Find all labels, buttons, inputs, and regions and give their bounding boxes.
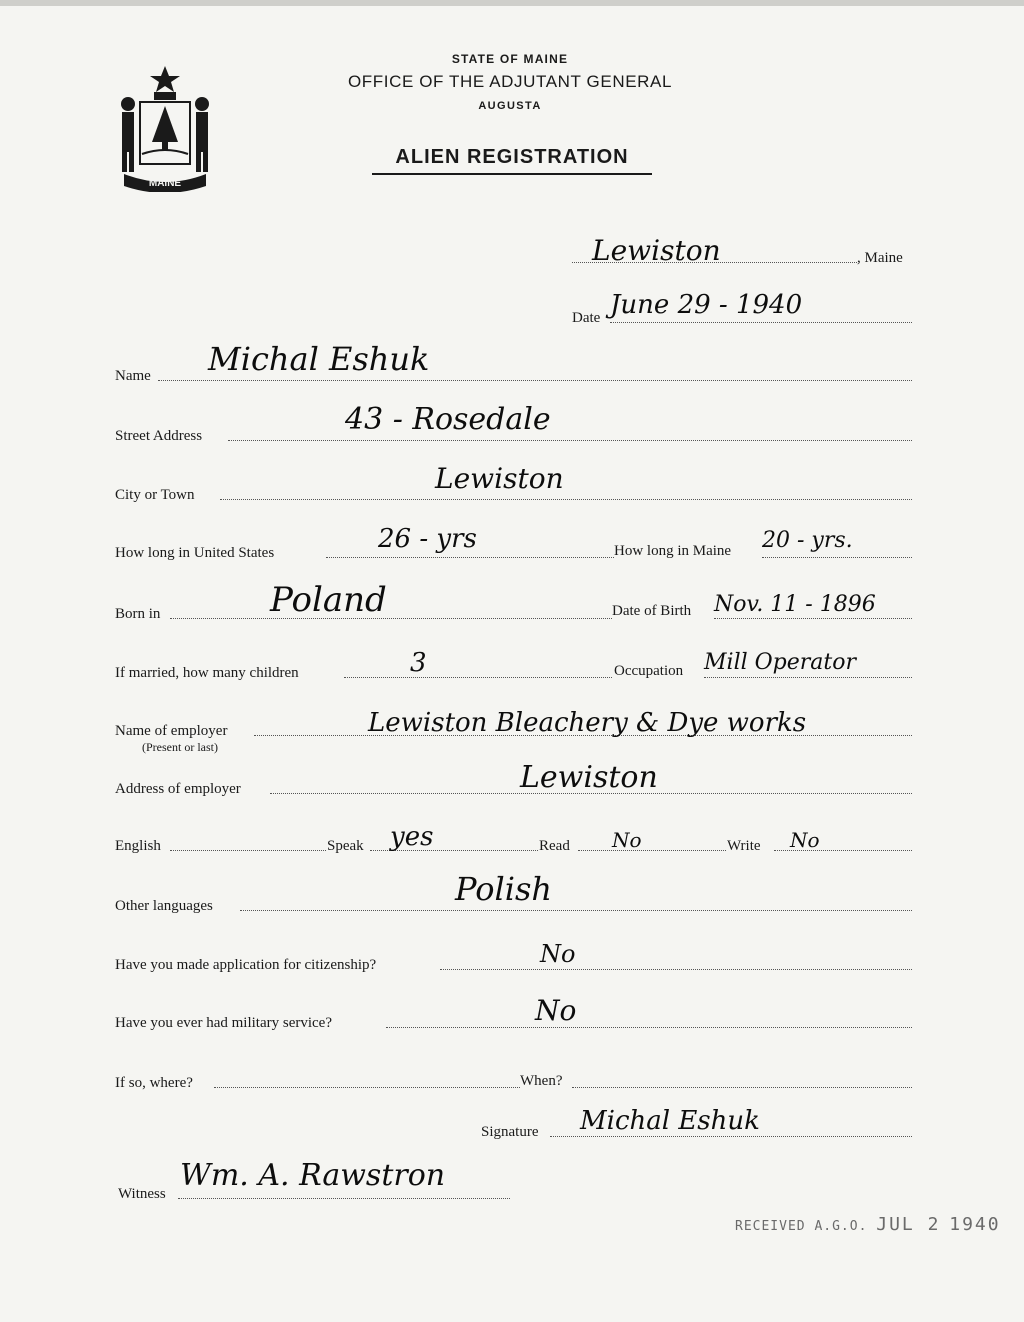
how-long-us-line [326, 557, 614, 558]
employer-address-label: Address of employer [115, 781, 241, 797]
write-value: No [790, 828, 820, 852]
date-label: Date [572, 310, 601, 326]
if-so-where-line [214, 1087, 520, 1088]
header-office: OFFICE OF THE ADJUTANT GENERAL [347, 72, 673, 91]
military-line [386, 1027, 912, 1028]
citizenship-label: Have you made application for citizenship? [115, 957, 377, 973]
date-line [610, 322, 912, 323]
when-line [572, 1087, 912, 1088]
date-of-birth-label: Date of Birth [612, 603, 692, 619]
if-so-where-label: If so, where? [115, 1075, 193, 1091]
born-in-label: Born in [115, 606, 161, 622]
seal-label: MAINE [148, 178, 182, 189]
header-city: AUGUSTA [478, 100, 542, 112]
born-in-line [170, 618, 612, 619]
write-label: Write [727, 838, 761, 854]
name-value: Michal Eshuk [208, 340, 430, 378]
date-of-birth-value: Nov. 11 - 1896 [714, 592, 876, 617]
signature-line [550, 1136, 912, 1137]
employer-address-value: Lewiston [520, 760, 658, 795]
signature-value: Michal Eshuk [580, 1106, 760, 1136]
street-label: Street Address [115, 428, 203, 444]
how-long-maine-label: How long in Maine [614, 543, 732, 559]
name-line [158, 380, 912, 381]
stamp-date: JUL 2 [876, 1214, 941, 1235]
other-languages-value: Polish [455, 870, 552, 908]
children-label: If married, how many children [115, 665, 299, 681]
city-label: City or Town [115, 487, 195, 503]
speak-value: yes [390, 822, 434, 852]
how-long-maine-value: 20 - yrs. [762, 528, 853, 553]
when-label: When? [520, 1073, 563, 1089]
employer-label: Name of employer [115, 723, 228, 739]
read-value: No [612, 828, 642, 852]
place-value: Lewiston [592, 234, 721, 267]
occupation-line [704, 677, 912, 678]
street-value: 43 - Rosedale [345, 402, 551, 437]
citizenship-value: No [540, 940, 576, 968]
read-label: Read [539, 838, 570, 854]
other-languages-label: Other languages [115, 898, 213, 914]
stamp-text: RECEIVED A.G.O. [735, 1219, 868, 1234]
date-of-birth-line [714, 618, 912, 619]
witness-line [178, 1198, 510, 1199]
city-value: Lewiston [435, 462, 564, 495]
citizenship-line [440, 969, 912, 970]
how-long-us-value: 26 - yrs [378, 524, 477, 554]
witness-value: Wm. A. Rawstron [180, 1158, 446, 1193]
name-label: Name [115, 368, 151, 384]
street-line [228, 440, 912, 441]
how-long-us-label: How long in United States [115, 545, 275, 561]
english-label: English [115, 838, 161, 854]
english-line [170, 850, 326, 851]
city-line [220, 499, 912, 500]
form-title: ALIEN REGISTRATION [372, 146, 652, 175]
how-long-maine-line [762, 557, 912, 558]
maine-state-seal-icon [110, 62, 220, 192]
received-stamp [735, 1214, 1001, 1235]
occupation-label: Occupation [614, 663, 684, 679]
military-label: Have you ever had military service? [115, 1015, 332, 1031]
signature-label: Signature [481, 1124, 539, 1140]
children-line [344, 677, 612, 678]
stamp-year: 1940 [949, 1214, 1001, 1235]
employer-value: Lewiston Bleachery & Dye works [368, 708, 807, 738]
speak-label: Speak [327, 838, 364, 854]
children-value: 3 [410, 648, 427, 678]
military-value: No [535, 994, 577, 1027]
born-in-value: Poland [270, 580, 387, 620]
read-line [578, 850, 726, 851]
maine-label: , Maine [857, 250, 903, 266]
other-languages-line [240, 910, 912, 911]
employer-sublabel: (Present or last) [142, 740, 218, 754]
date-value: June 29 - 1940 [610, 290, 803, 320]
header-state: STATE OF MAINE [451, 52, 569, 66]
occupation-value: Mill Operator [704, 650, 857, 675]
witness-label: Witness [118, 1186, 166, 1202]
scan-edge [0, 0, 1024, 6]
